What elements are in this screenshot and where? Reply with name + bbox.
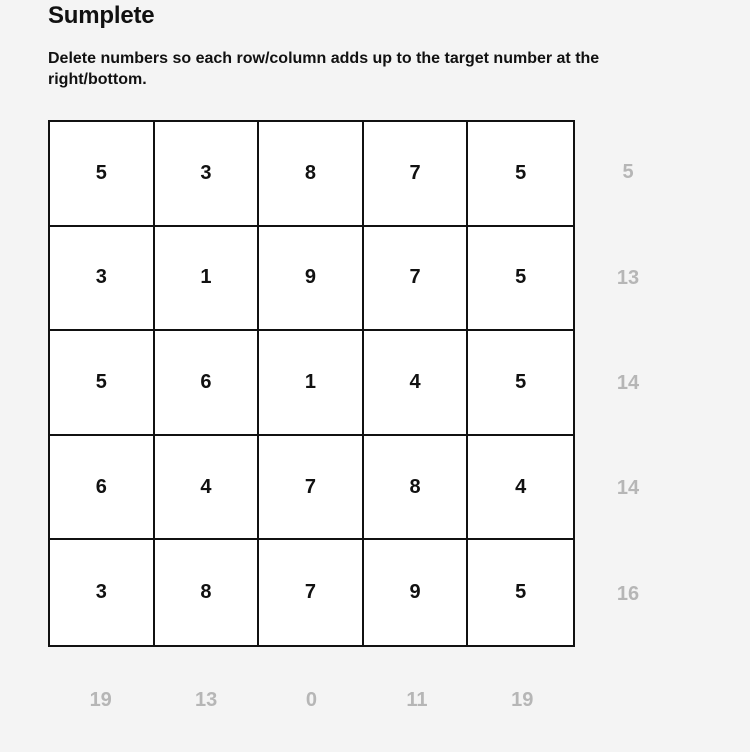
grid-cell-r2-c4[interactable]: 7 <box>364 227 469 332</box>
game-title: Sumplete <box>48 2 155 29</box>
grid-cell-r1-c5[interactable]: 5 <box>468 122 573 227</box>
grid-cell-r2-c2[interactable]: 1 <box>155 227 260 332</box>
grid-cell-r5-c2[interactable]: 8 <box>155 540 260 645</box>
grid-cell-r5-c5[interactable]: 5 <box>468 540 573 645</box>
grid-cell-r3-c1[interactable]: 5 <box>50 331 155 436</box>
grid-cell-r5-c1[interactable]: 3 <box>50 540 155 645</box>
grid-cell-r1-c4[interactable]: 7 <box>364 122 469 227</box>
puzzle-grid <box>48 120 575 647</box>
grid-cell-r1-c3[interactable]: 8 <box>259 122 364 227</box>
grid-cell-r3-c4[interactable]: 4 <box>364 331 469 436</box>
instructions-text: Delete numbers so each row/column adds up to the target number at the right/bottom. <box>48 50 600 88</box>
column-target-4: 11 <box>406 688 428 711</box>
row-target-1: 5 <box>622 161 634 184</box>
grid-cell-r5-c4[interactable]: 9 <box>364 540 469 645</box>
row-target-3: 14 <box>616 371 640 394</box>
grid-cell-r4-c5[interactable]: 4 <box>468 436 573 541</box>
grid-cell-r5-c3[interactable]: 7 <box>259 540 364 645</box>
column-target-5: 19 <box>511 688 534 711</box>
grid-cell-r2-c5[interactable]: 5 <box>468 227 573 332</box>
row-target-2: 13 <box>616 266 640 289</box>
column-target-3: 0 <box>305 688 318 711</box>
row-target-5: 16 <box>616 582 640 605</box>
column-target-2: 13 <box>194 688 218 711</box>
grid-cell-r2-c1[interactable]: 3 <box>50 227 155 332</box>
grid-cell-r4-c1[interactable]: 6 <box>50 436 155 541</box>
grid-cell-r1-c2[interactable]: 3 <box>155 122 260 227</box>
grid-cell-r2-c3[interactable]: 9 <box>259 227 364 332</box>
grid-cell-r4-c4[interactable]: 8 <box>364 436 469 541</box>
grid-cell-r4-c2[interactable]: 4 <box>155 436 260 541</box>
column-target-1: 19 <box>89 688 112 711</box>
column-targets <box>48 660 575 740</box>
grid-cell-r3-c5[interactable]: 5 <box>468 331 573 436</box>
grid-cell-r3-c3[interactable]: 1 <box>259 331 364 436</box>
row-target-4: 14 <box>616 477 640 500</box>
grid-cell-r3-c2[interactable]: 6 <box>155 331 260 436</box>
grid-cell-r1-c1[interactable]: 5 <box>50 122 155 227</box>
grid-cell-r4-c3[interactable]: 7 <box>259 436 364 541</box>
row-targets <box>588 120 668 647</box>
